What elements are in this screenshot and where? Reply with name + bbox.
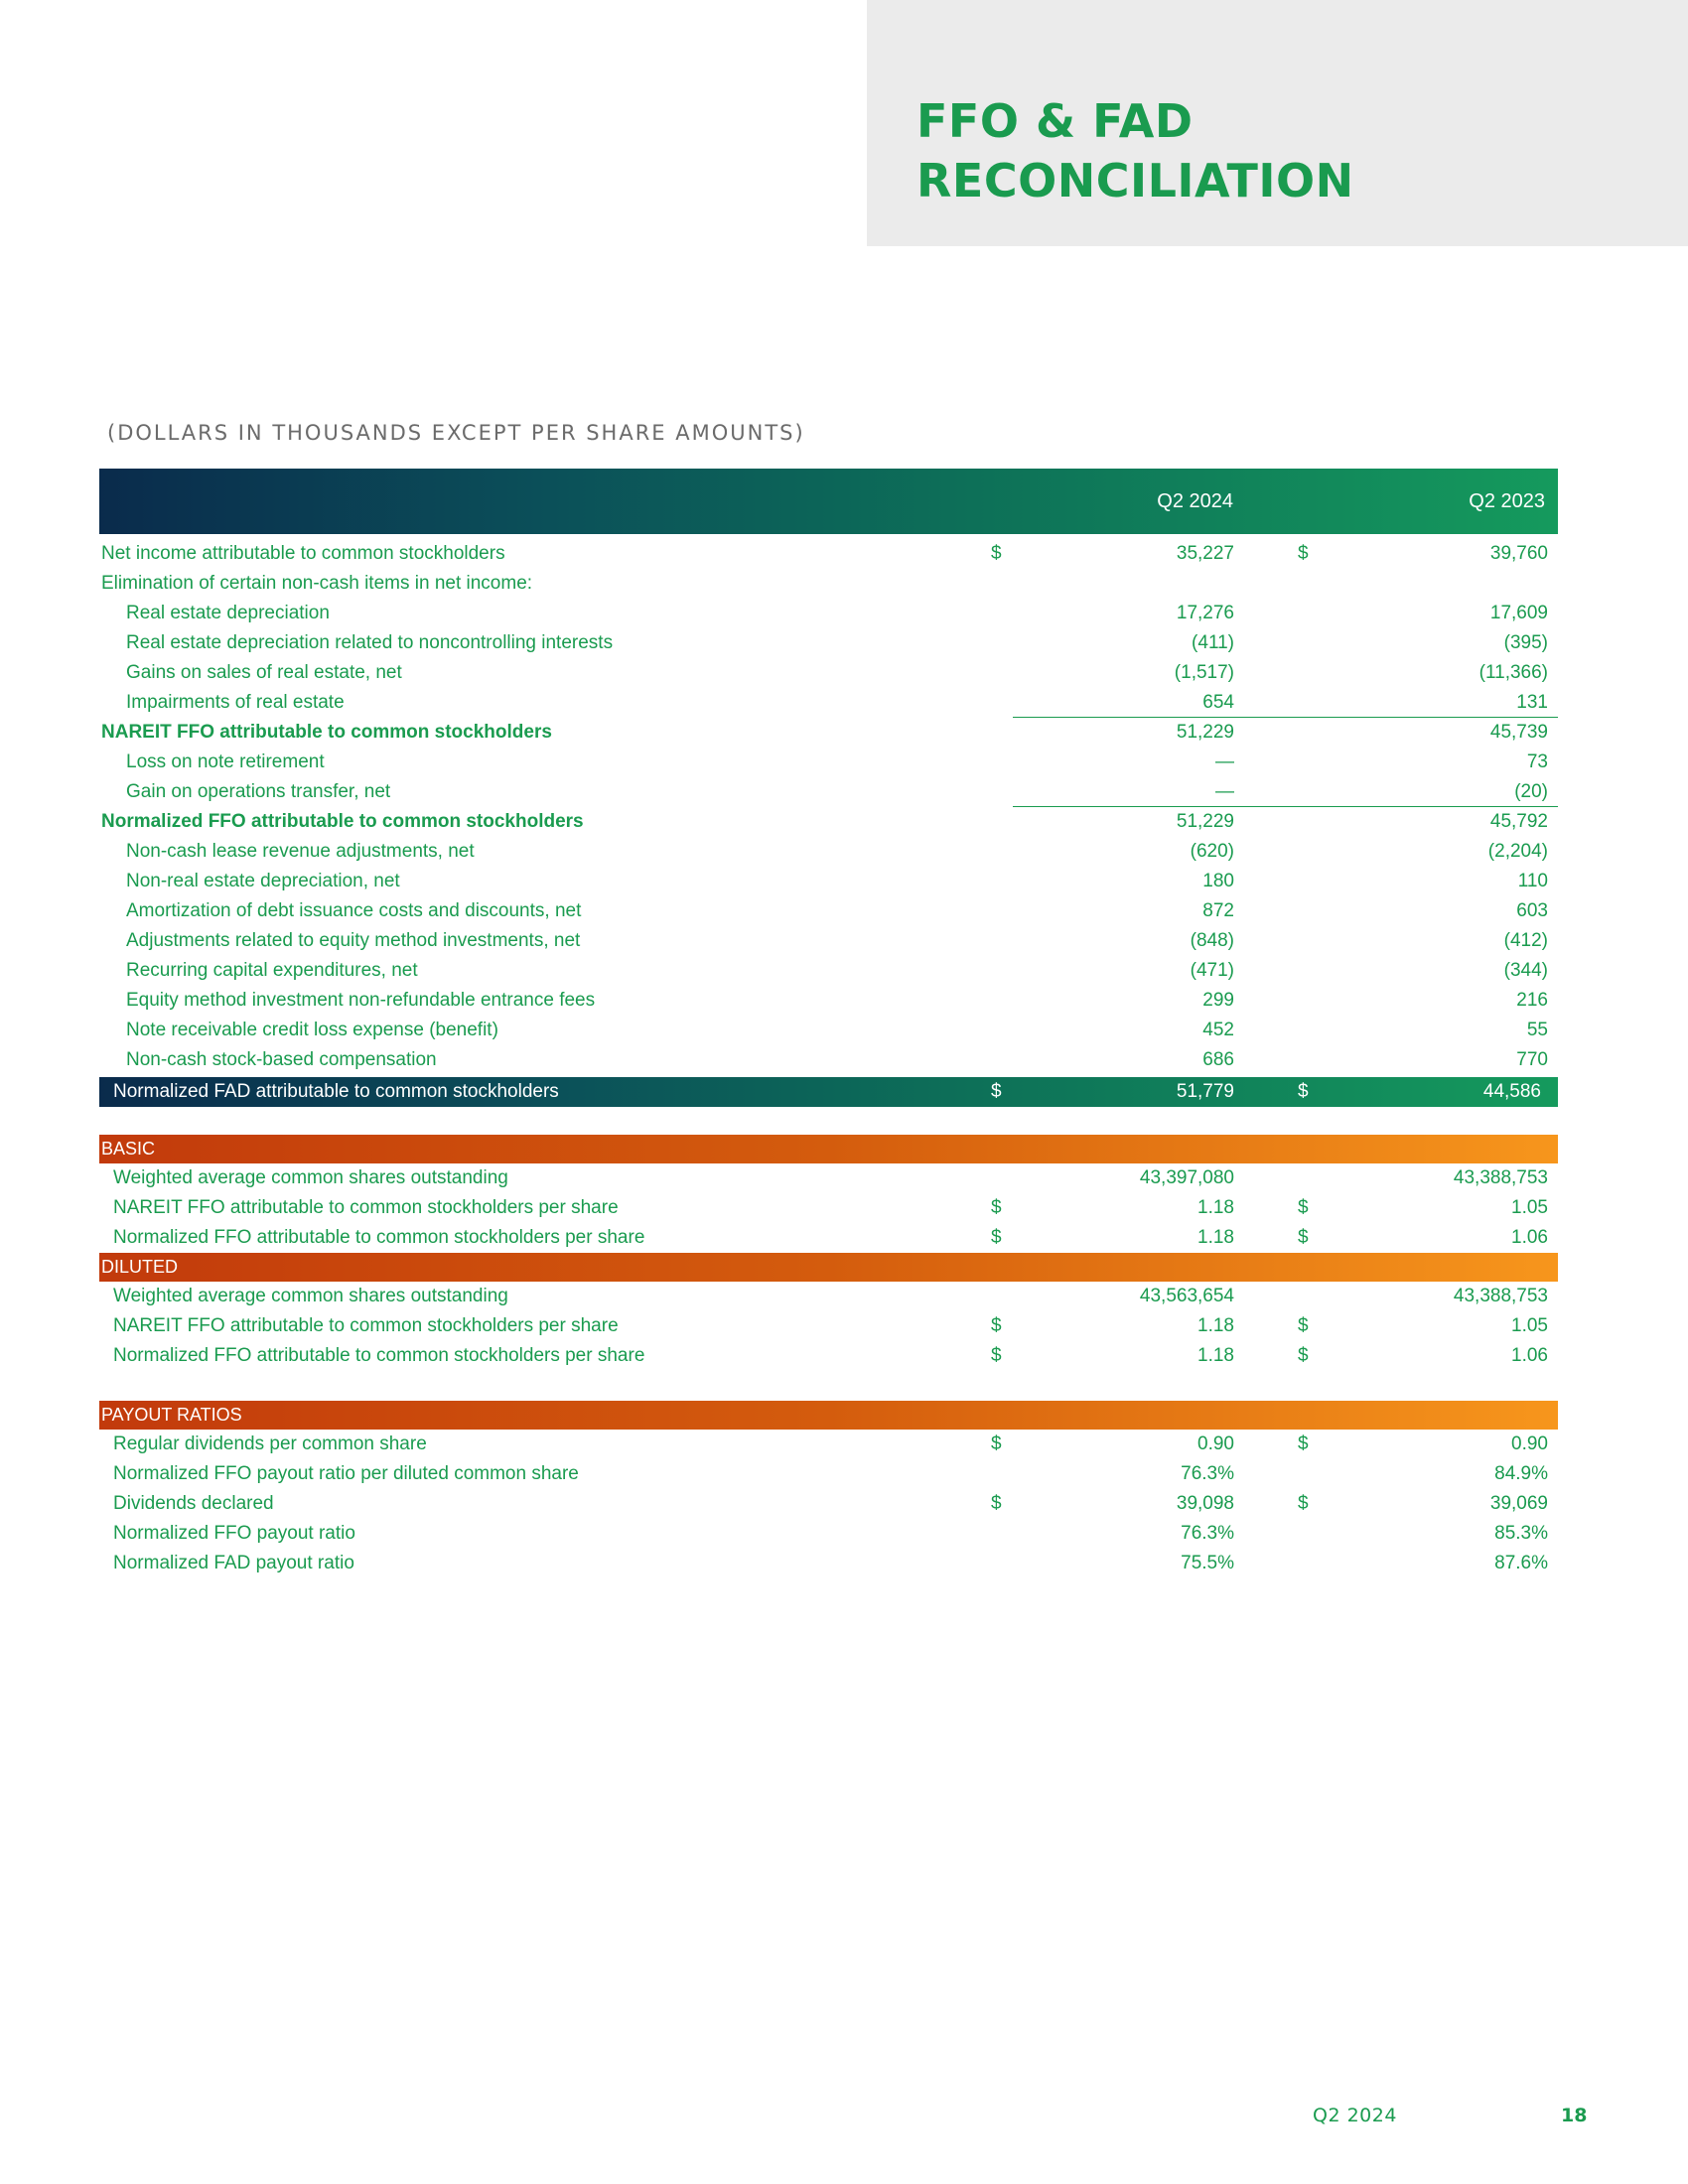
value-q2-2024: — [1215, 751, 1234, 772]
value-q2-2024: 51,779 [1176, 1081, 1234, 1102]
row-label: Note receivable credit loss expense (benefit) [126, 1020, 498, 1040]
row-label: Gains on sales of real estate, net [126, 662, 402, 683]
value-q2-2023: (20) [1514, 781, 1548, 802]
table-row [99, 569, 1558, 599]
section-label: PAYOUT RATIOS [101, 1405, 242, 1425]
value-q2-2023: 110 [1517, 871, 1548, 891]
value-q2-2023: (344) [1503, 960, 1548, 981]
row-label: Amortization of debt issuance costs and discounts, net [126, 900, 582, 921]
main-rows [99, 539, 1558, 1075]
section-header-basic [99, 1135, 1558, 1163]
table-row [99, 1223, 1558, 1253]
value-q2-2023: 1.06 [1511, 1227, 1548, 1248]
dollar-sign: $ [991, 1315, 1002, 1336]
row-label: Normalized FAD attributable to common stockholders [113, 1081, 559, 1102]
value-q2-2023: (11,366) [1478, 662, 1548, 683]
row-label: Impairments of real estate [126, 692, 345, 713]
dollar-sign: $ [991, 1433, 1002, 1454]
table-row [99, 867, 1558, 896]
page-title [916, 91, 1354, 210]
value-q2-2024: — [1215, 781, 1234, 802]
table-row [99, 1341, 1558, 1371]
row-label: Non-cash stock-based compensation [126, 1049, 437, 1070]
value-q2-2023: 216 [1516, 990, 1548, 1011]
value-q2-2024: 299 [1202, 990, 1234, 1011]
value-q2-2023: 45,792 [1489, 811, 1548, 832]
value-q2-2023: 44,586 [1482, 1081, 1541, 1102]
table-row [99, 1163, 1558, 1193]
table-row [99, 1549, 1558, 1578]
column-header-q2-2024: Q2 2024 [1157, 490, 1233, 512]
dollar-sign: $ [1298, 543, 1309, 564]
value-q2-2024: 1.18 [1197, 1227, 1234, 1248]
table-row [99, 658, 1558, 688]
value-q2-2024: 35,227 [1176, 543, 1234, 564]
value-q2-2024: 1.18 [1197, 1315, 1234, 1336]
value-q2-2023: 1.05 [1511, 1315, 1548, 1336]
table-row-subtotal [99, 807, 1558, 837]
table-row [99, 1430, 1558, 1459]
dollar-sign: $ [1298, 1227, 1309, 1248]
table-row [99, 748, 1558, 777]
row-label: Net income attributable to common stockholders [101, 543, 505, 564]
value-q2-2023: 43,388,753 [1453, 1286, 1548, 1306]
title-block [867, 0, 1688, 246]
row-label: Normalized FFO payout ratio [113, 1523, 355, 1544]
table-row [99, 956, 1558, 986]
table-row [99, 1282, 1558, 1311]
row-label: Regular dividends per common share [113, 1433, 427, 1454]
row-label: Non-cash lease revenue adjustments, net [126, 841, 475, 862]
table-row [99, 777, 1558, 807]
value-q2-2023: 39,760 [1489, 543, 1548, 564]
dollar-sign: $ [991, 1227, 1002, 1248]
row-label: Loss on note retirement [126, 751, 325, 772]
value-q2-2024: 872 [1202, 900, 1234, 921]
value-q2-2023: 43,388,753 [1453, 1167, 1548, 1188]
value-q2-2024: 51,229 [1176, 811, 1234, 832]
table-row [99, 926, 1558, 956]
row-label: Gain on operations transfer, net [126, 781, 391, 802]
table-row [99, 837, 1558, 867]
value-q2-2024: 76.3% [1181, 1523, 1234, 1544]
dollar-sign: $ [991, 1493, 1002, 1514]
row-label: Non-real estate depreciation, net [126, 871, 400, 891]
row-label: Real estate depreciation related to noncontrolling interests [126, 632, 614, 653]
dollar-sign: $ [991, 1197, 1002, 1218]
value-q2-2024: (848) [1190, 930, 1234, 951]
value-q2-2024: (620) [1190, 841, 1234, 862]
value-q2-2024: (411) [1192, 632, 1234, 653]
value-q2-2023: 1.05 [1511, 1197, 1548, 1218]
row-label: Dividends declared [113, 1493, 274, 1514]
value-q2-2024: 43,397,080 [1139, 1167, 1234, 1188]
value-q2-2024: 1.18 [1197, 1197, 1234, 1218]
dollar-sign: $ [1298, 1345, 1309, 1366]
dollar-sign: $ [1298, 1493, 1309, 1514]
table-row [99, 986, 1558, 1016]
table-row [99, 1045, 1558, 1075]
section-header-diluted [99, 1253, 1558, 1282]
section-label: BASIC [101, 1139, 156, 1159]
table-row [99, 896, 1558, 926]
dollar-sign: $ [1298, 1433, 1309, 1454]
table-row-subtotal [99, 718, 1558, 748]
page-title-line-1: FFO & FAD [916, 94, 1194, 148]
value-q2-2023: 39,069 [1489, 1493, 1548, 1514]
dollar-sign: $ [1298, 1315, 1309, 1336]
row-label: Normalized FFO attributable to common stockholders per share [113, 1345, 645, 1366]
value-q2-2023: 73 [1526, 751, 1548, 772]
row-label: Adjustments related to equity method investments, net [126, 930, 581, 951]
value-q2-2023: 17,609 [1489, 603, 1548, 623]
table-row [99, 1459, 1558, 1489]
dollar-sign: $ [1298, 1197, 1309, 1218]
table-header [99, 469, 1558, 534]
value-q2-2023: 84.9% [1494, 1463, 1548, 1484]
value-q2-2024: 686 [1202, 1049, 1234, 1070]
table-row [99, 1489, 1558, 1519]
dollar-sign: $ [991, 1345, 1002, 1366]
value-q2-2024: (1,517) [1174, 662, 1234, 683]
value-q2-2023: 770 [1516, 1049, 1548, 1070]
value-q2-2023: 603 [1516, 900, 1548, 921]
value-q2-2024: 452 [1202, 1020, 1234, 1040]
value-q2-2024: 43,563,654 [1139, 1286, 1234, 1306]
dollar-sign: $ [1298, 1081, 1309, 1102]
table-row [99, 539, 1558, 569]
value-q2-2023: 0.90 [1511, 1433, 1548, 1454]
row-label: NAREIT FFO attributable to common stockholders [101, 722, 552, 743]
row-label: Normalized FFO attributable to common stockholders per share [113, 1227, 645, 1248]
value-q2-2024: (471) [1190, 960, 1234, 981]
value-q2-2024: 654 [1202, 692, 1234, 713]
row-label: NAREIT FFO attributable to common stockholders per share [113, 1197, 619, 1218]
table-row [99, 688, 1558, 718]
page-title-line-2: RECONCILIATION [916, 154, 1354, 207]
value-q2-2023: 87.6% [1494, 1553, 1548, 1573]
value-q2-2023: 55 [1526, 1020, 1548, 1040]
row-label: Real estate depreciation [126, 603, 330, 623]
row-label: NAREIT FFO attributable to common stockholders per share [113, 1315, 619, 1336]
value-q2-2024: 180 [1202, 871, 1234, 891]
row-label: Weighted average common shares outstanding [113, 1286, 508, 1306]
value-q2-2023: 85.3% [1494, 1523, 1548, 1544]
row-label: Equity method investment non-refundable entrance fees [126, 990, 596, 1011]
section-label: DILUTED [101, 1257, 179, 1277]
table-row [99, 1311, 1558, 1341]
value-q2-2024: 17,276 [1176, 603, 1234, 623]
row-label: Elimination of certain non-cash items in net income: [101, 573, 533, 594]
fad-total-row [99, 1077, 1558, 1107]
footer-period: Q2 2024 [1313, 2105, 1397, 2126]
row-label: Normalized FFO payout ratio per diluted common share [113, 1463, 579, 1484]
table-subtitle: (DOLLARS IN THOUSANDS EXCEPT PER SHARE AMOUNTS) [107, 421, 805, 445]
value-q2-2023: 131 [1516, 692, 1548, 713]
row-label: Normalized FAD payout ratio [113, 1553, 354, 1573]
value-q2-2023: 45,739 [1489, 722, 1548, 743]
value-q2-2023: (412) [1503, 930, 1548, 951]
page-number: 18 [1561, 2105, 1588, 2126]
value-q2-2024: 39,098 [1176, 1493, 1234, 1514]
spacer [99, 1371, 1558, 1401]
row-label: Normalized FFO attributable to common stockholders [101, 811, 584, 832]
row-label: Weighted average common shares outstanding [113, 1167, 508, 1188]
value-q2-2023: 1.06 [1511, 1345, 1548, 1366]
value-q2-2023: (2,204) [1487, 841, 1548, 862]
value-q2-2024: 75.5% [1181, 1553, 1234, 1573]
row-label: Recurring capital expenditures, net [126, 960, 418, 981]
table-row [99, 628, 1558, 658]
spacer [99, 1107, 1558, 1135]
reconciliation-table [99, 469, 1558, 1578]
value-q2-2023: (395) [1503, 632, 1548, 653]
table-row [99, 1519, 1558, 1549]
value-q2-2024: 51,229 [1176, 722, 1234, 743]
dollar-sign: $ [991, 543, 1002, 564]
value-q2-2024: 76.3% [1181, 1463, 1234, 1484]
table-row [99, 1193, 1558, 1223]
table-row [99, 1016, 1558, 1045]
column-header-q2-2023: Q2 2023 [1469, 490, 1545, 512]
table-row [99, 599, 1558, 628]
value-q2-2024: 0.90 [1197, 1433, 1234, 1454]
section-header-payout-ratios [99, 1401, 1558, 1430]
value-q2-2024: 1.18 [1197, 1345, 1234, 1366]
dollar-sign: $ [991, 1081, 1002, 1102]
